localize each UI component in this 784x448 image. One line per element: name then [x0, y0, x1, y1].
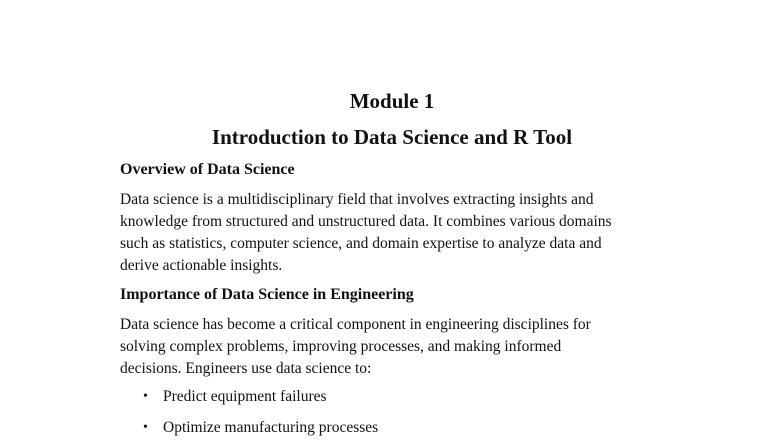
paragraph-line: decisions. Engineers use data science to:	[120, 360, 372, 377]
list-item	[120, 417, 378, 448]
section-heading-importance: Importance of Data Science in Engineering	[120, 286, 414, 303]
list-item-text: Optimize manufacturing processes	[163, 419, 379, 436]
list-item	[120, 386, 378, 417]
paragraph-line: solving complex problems, improving processes, and making informed	[120, 338, 562, 355]
module-title: Module 1	[349, 89, 435, 113]
overview-paragraph	[120, 189, 680, 277]
bullet-icon: •	[143, 389, 148, 404]
paragraph-line: derive actionable insights.	[120, 257, 283, 274]
section-heading-overview: Overview of Data Science	[120, 161, 295, 178]
paragraph-line: such as statistics, computer science, and domain expertise to analyze data and	[120, 235, 602, 252]
paragraph-line: Data science has become a critical component in engineering disciplines for	[120, 316, 591, 333]
paragraph-line: knowledge from structured and unstructured data. It combines various domains	[120, 213, 612, 230]
paragraph-line: Data science is a multidisciplinary field that involves extracting insights and	[120, 191, 594, 208]
importance-paragraph	[120, 314, 680, 380]
bullet-icon: •	[143, 420, 148, 435]
chapter-title: Introduction to Data Science and R Tool	[211, 125, 573, 149]
list-item-text: Predict equipment failures	[163, 388, 327, 405]
bullet-list	[120, 386, 378, 448]
